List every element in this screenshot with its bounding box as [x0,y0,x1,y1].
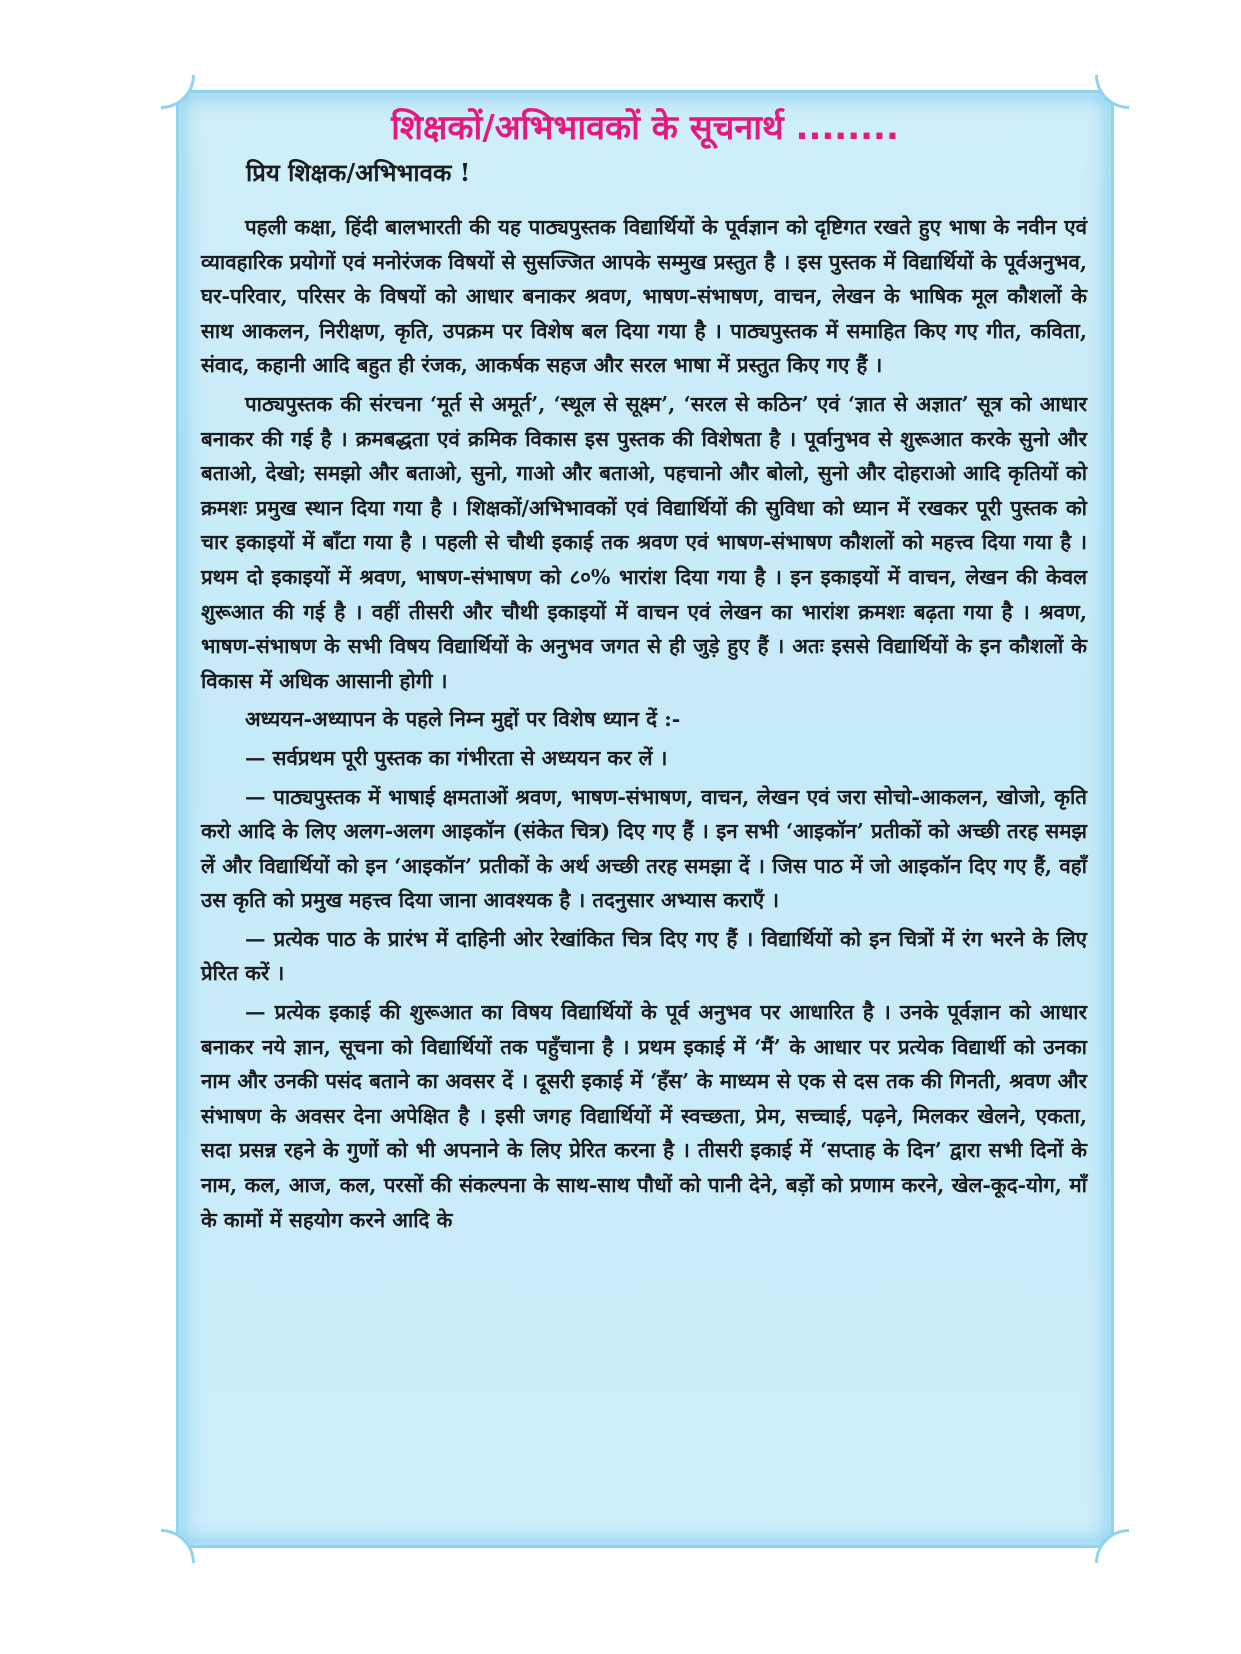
paragraph-structure: पाठ्यपुस्तक की संरचना ‘मूर्त से अमूर्त’, ‘स्थूल से सूक्ष्म’, ‘सरल से कठिन’ एवं ‘ज्ञात से अज्ञात’ सूत्र को आधार बनाकर की गई है । क्रमबद्धता एवं क्रमिक विकास इस पुस्तक की विशेषता है । पूर्वानुभव से शुरूआत करके सुनो और बताओ, देखो; समझो और बताओ, सुनो, गाओ और बताओ, पहचानो और बोलो, सुनो और दोहराओ आदि कृतियों को क्रमशः प्रमुख स्थान दिया गया है । शिक्षकों/अभिभावकों एवं विद्यार्थियों की सुविधा को ध्यान में रखकर पूरी पुस्तक को चार इकाइयों में बाँटा गया है । पहली से चौथी इकाई तक श्रवण एवं भाषण-संभाषण कौशलों को महत्त्व दिया गया है । प्रथम दो इकाइयों में श्रवण, भाषण-संभाषण को ८०% भारांश दिया गया है । इन इकाइयों में वाचन, लेखन की केवल शुरूआत की गई है । वहीं तीसरी और चौथी इकाइयों में वाचन एवं लेखन का भारांश क्रमशः बढ़ता गया है । श्रवण, भाषण-संभाषण के सभी विषय विद्यार्थियों के अनुभव जगत से ही जुड़े हुए हैं । अतः इससे विद्यार्थियों के इन कौशलों के विकास में अधिक आसानी होगी । [201,391,1087,693]
frame-corner-bottom-left [161,1529,195,1563]
frame-corner-top-right [1095,75,1129,109]
frame-corner-bottom-right [1095,1529,1129,1563]
paragraph-guidelines-heading: अध्ययन-अध्यापन के पहले निम्न मुद्दों पर विशेष ध्यान दें :- [245,707,681,732]
body-text [201,210,1087,1241]
guideline-item-4: — प्रत्येक इकाई की शुरूआत का विषय विद्यार्थियों के पूर्व अनुभव पर आधारित है । उनके पूर्वज्ञान को आधार बनाकर नये ज्ञान, सूचना को विद्यार्थियों तक पहुँचाना है । प्रथम इकाई में ‘मैं’ के आधार पर प्रत्येक विद्यार्थी को उनका नाम और उनकी पसंद बताने का अवसर दें । दूसरी इकाई में ‘हँस’ के माध्यम से एक से दस तक की गिनती, श्रवण और संभाषण के अवसर देना अपेक्षित है । इसी जगह विद्यार्थियों में स्वच्छता, प्रेम, सच्चाई, पढ़ने, मिलकर खेलने, एकता, सदा प्रसन्न रहने के गुणों को भी अपनाने के लिए प्रेरित करना है । तीसरी इकाई में ‘सप्ताह के दिन’ द्वारा सभी दिनों के नाम, कल, आज, कल, परसों की संकल्पना के साथ-साथ पौधों को पानी देने, बड़ों को प्रणाम करने, खेल-कूद-योग, माँ के कामों में सहयोग करने आदि के [201,1000,1087,1232]
guideline-item-3: — प्रत्येक पाठ के प्रारंभ में दाहिनी ओर रेखांकित चित्र दिए गए हैं । विद्यार्थियों को इन चित्रों में रंग भरने के लिए प्रेरित करें । [201,926,1087,986]
guideline-item-1: — सर्वप्रथम पूरी पुस्तक का गंभीरता से अध्ययन कर लें । [245,745,668,770]
paragraph-intro: पहली कक्षा, हिंदी बालभारती की यह पाठ्यपुस्तक विद्यार्थियों के पूर्वज्ञान को दृष्टिगत रखते हुए भाषा के नवीन एवं व्यावहारिक प्रयोगों एवं मनोरंजक विषयों से सुसज्जित आपके सम्मुख प्रस्तुत है । इस पुस्तक में विद्यार्थियों के पूर्वअनुभव, घर-परिवार, परिसर के विषयों को आधार बनाकर श्रवण, भाषण-संभाषण, वाचन, लेखन के भाषिक मूल कौशलों के साथ आकलन, निरीक्षण, कृति, उपक्रम पर विशेष बल दिया गया है । पाठ्यपुस्तक में समाहित किए गए गीत, कविता, संवाद, कहानी आदि बहुत ही रंजक, आकर्षक सहज और सरल भाषा में प्रस्तुत किए गए हैं । [201,215,1087,378]
frame-corner-top-left [161,75,195,109]
page-title: शिक्षकों/अभिभावकों के सूचनार्थ ........ [391,108,899,148]
salutation: प्रिय शिक्षक/अभिभावक ! [246,158,471,187]
guideline-item-2: — पाठ्यपुस्तक में भाषाई क्षमताओं श्रवण, भाषण-संभाषण, वाचन, लेखन एवं जरा सोचो-आकलन, खोजो, कृति करो आदि के लिए अलग-अलग आइकॉन (संकेत चित्र) दिए गए हैं । इन सभी ‘आइकॉन’ प्रतीकों को अच्छी तरह समझ लें और विद्यार्थियों को इन ‘आइकॉन’ प्रतीकों के अर्थ अच्छी तरह समझा दें । जिस पाठ में जो आइकॉन दिए गए हैं, वहाँ उस कृति को प्रमुख महत्त्व दिया जाना आवश्यक है । तदनुसार अभ्यास कराएँ । [201,784,1087,913]
